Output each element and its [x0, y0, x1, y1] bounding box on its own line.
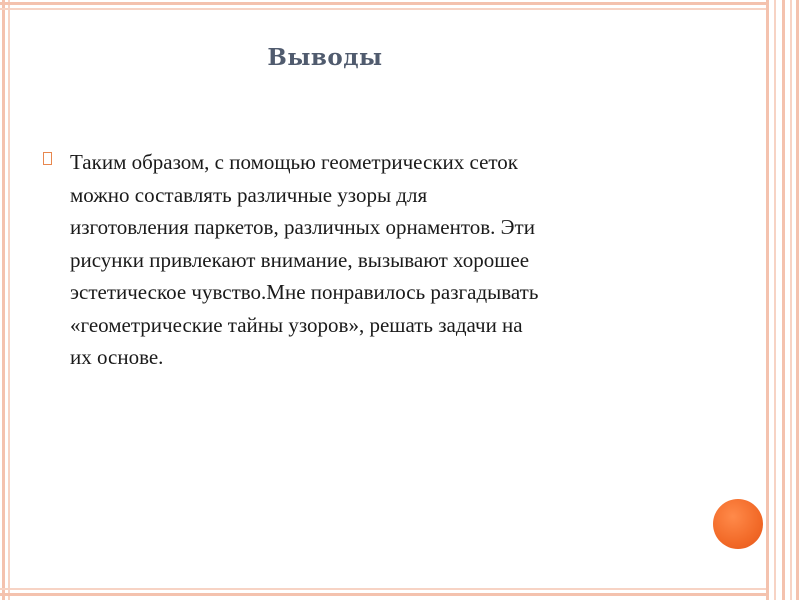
- bullet-text: Таким образом, с помощью геометрических сеток можно составлять различные узоры для изготовления паркетов, различных орнаментов. Эти рисунки привлекают внимание, вызывают хорошее эстетическое чувство.Мне понравилось разгадывать «геометрические тайны узоров», решать задачи на их основе.: [70, 150, 539, 369]
- frame-top-inner-line: [0, 8, 800, 10]
- frame-bottom-inner-line: [0, 588, 800, 590]
- right-frame-line: [766, 0, 769, 600]
- frame-left-line: [2, 0, 5, 600]
- slide-title: Выводы: [267, 44, 383, 71]
- orange-circle-icon: [713, 499, 763, 549]
- right-frame-line: [796, 0, 799, 600]
- right-frame-line: [774, 0, 776, 600]
- right-frame-line: [782, 0, 785, 600]
- frame-bottom-line: [0, 593, 800, 596]
- hollow-square-bullet-icon: [43, 152, 52, 165]
- frame-left-inner-line: [8, 0, 10, 600]
- right-frame-line: [790, 0, 792, 600]
- frame-top-line: [0, 2, 800, 5]
